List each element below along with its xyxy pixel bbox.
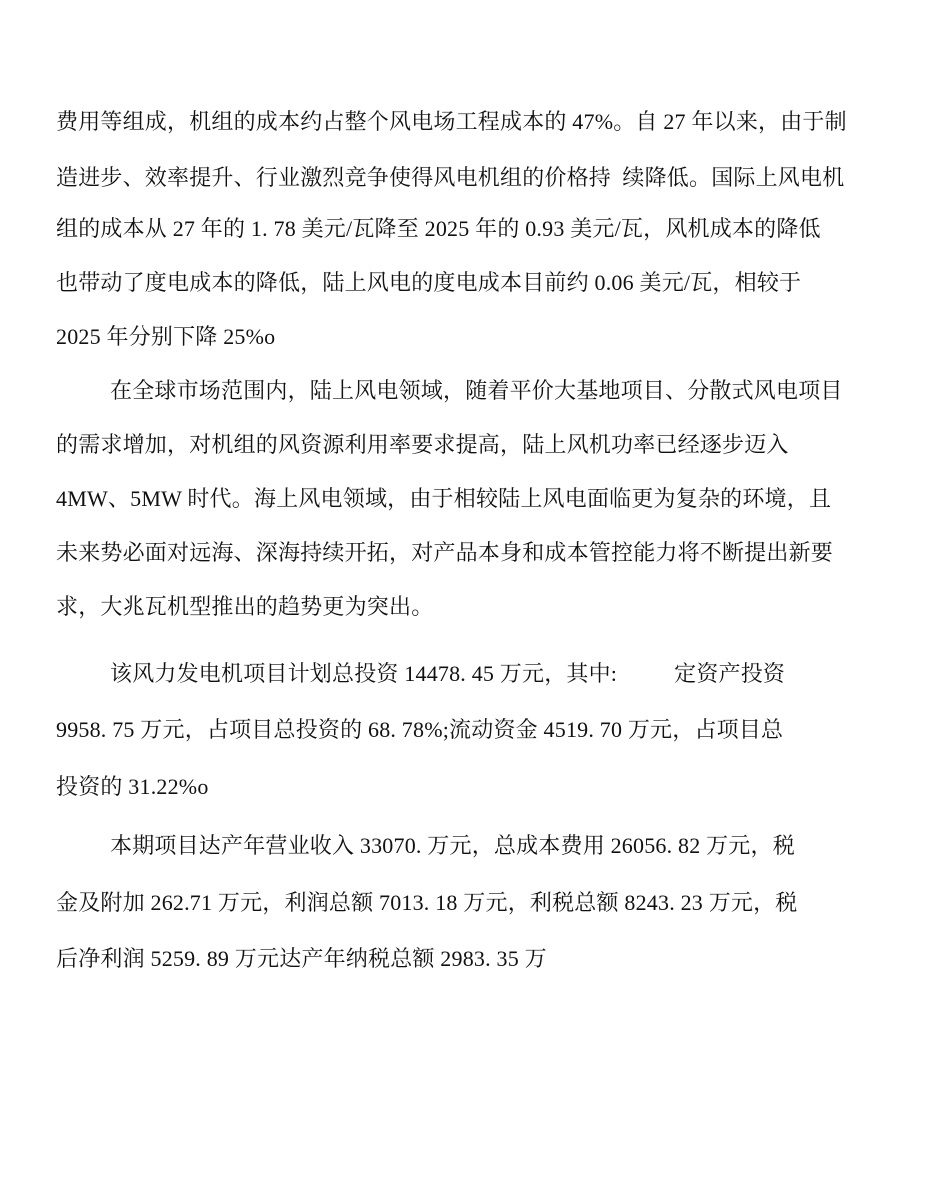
paragraph-3-line-1: 该风力发电机项目计划总投资 14478. 45 万元，其中: 定资产投资 xyxy=(110,661,786,686)
paragraph-1-line-1: 费用等组成，机组的成本约占整个风电场工程成本的 47%。自 27 年以来，由于制 xyxy=(56,109,847,134)
paragraph-2-line-1: 在全球市场范围内，陆上风电领域，随着平价大基地项目、分散式风电项目 xyxy=(110,378,843,403)
paragraph-3-line-3: 投资的 31.22%o xyxy=(56,774,209,799)
paragraph-4-line-2: 金及附加 262.71 万元，利润总额 7013. 18 万元，利税总额 8243. 23 万元，税 xyxy=(56,890,798,915)
paragraph-1-line-5: 2025 年分别下降 25%o xyxy=(56,324,276,349)
paragraph-2-line-2: 的需求增加，对机组的风资源利用率要求提高，陆上风机功率已经逐步迈入 xyxy=(56,432,789,457)
paragraph-4-line-3: 后净利润 5259. 89 万元达产年纳税总额 2983. 35 万 xyxy=(56,946,547,971)
paragraph-4-line-1: 本期项目达产年营业收入 33070. 万元，总成本费用 26056. 82 万元，税 xyxy=(110,833,795,858)
paragraph-2-line-5: 求，大兆瓦机型推出的趋势更为突出。 xyxy=(56,594,434,619)
paragraph-1-line-3: 组的成本从 27 年的 1. 78 美元/瓦降至 2025 年的 0.93 美元/瓦，风机成本的降低 xyxy=(56,216,821,241)
paragraph-1-line-4: 也带动了度电成本的降低，陆上风电的度电成本目前约 0.06 美元/瓦，相较于 xyxy=(56,270,802,295)
paragraph-1-line-2: 造进步、效率提升、行业激烈竞争使得风电机组的价格持 续降低。国际上风电机 xyxy=(56,165,845,190)
paragraph-3-line-2: 9958. 75 万元，占项目总投资的 68. 78%;流动资金 4519. 70 万元，占项目总 xyxy=(56,717,784,742)
paragraph-2-line-3: 4MW、5MW 时代。海上风电领域，由于相较陆上风电面临更为复杂的环境，且 xyxy=(56,486,832,511)
paragraph-2-line-4: 未来势必面对远海、深海持续开拓，对产品本身和成本管控能力将不断提出新要 xyxy=(56,540,834,565)
